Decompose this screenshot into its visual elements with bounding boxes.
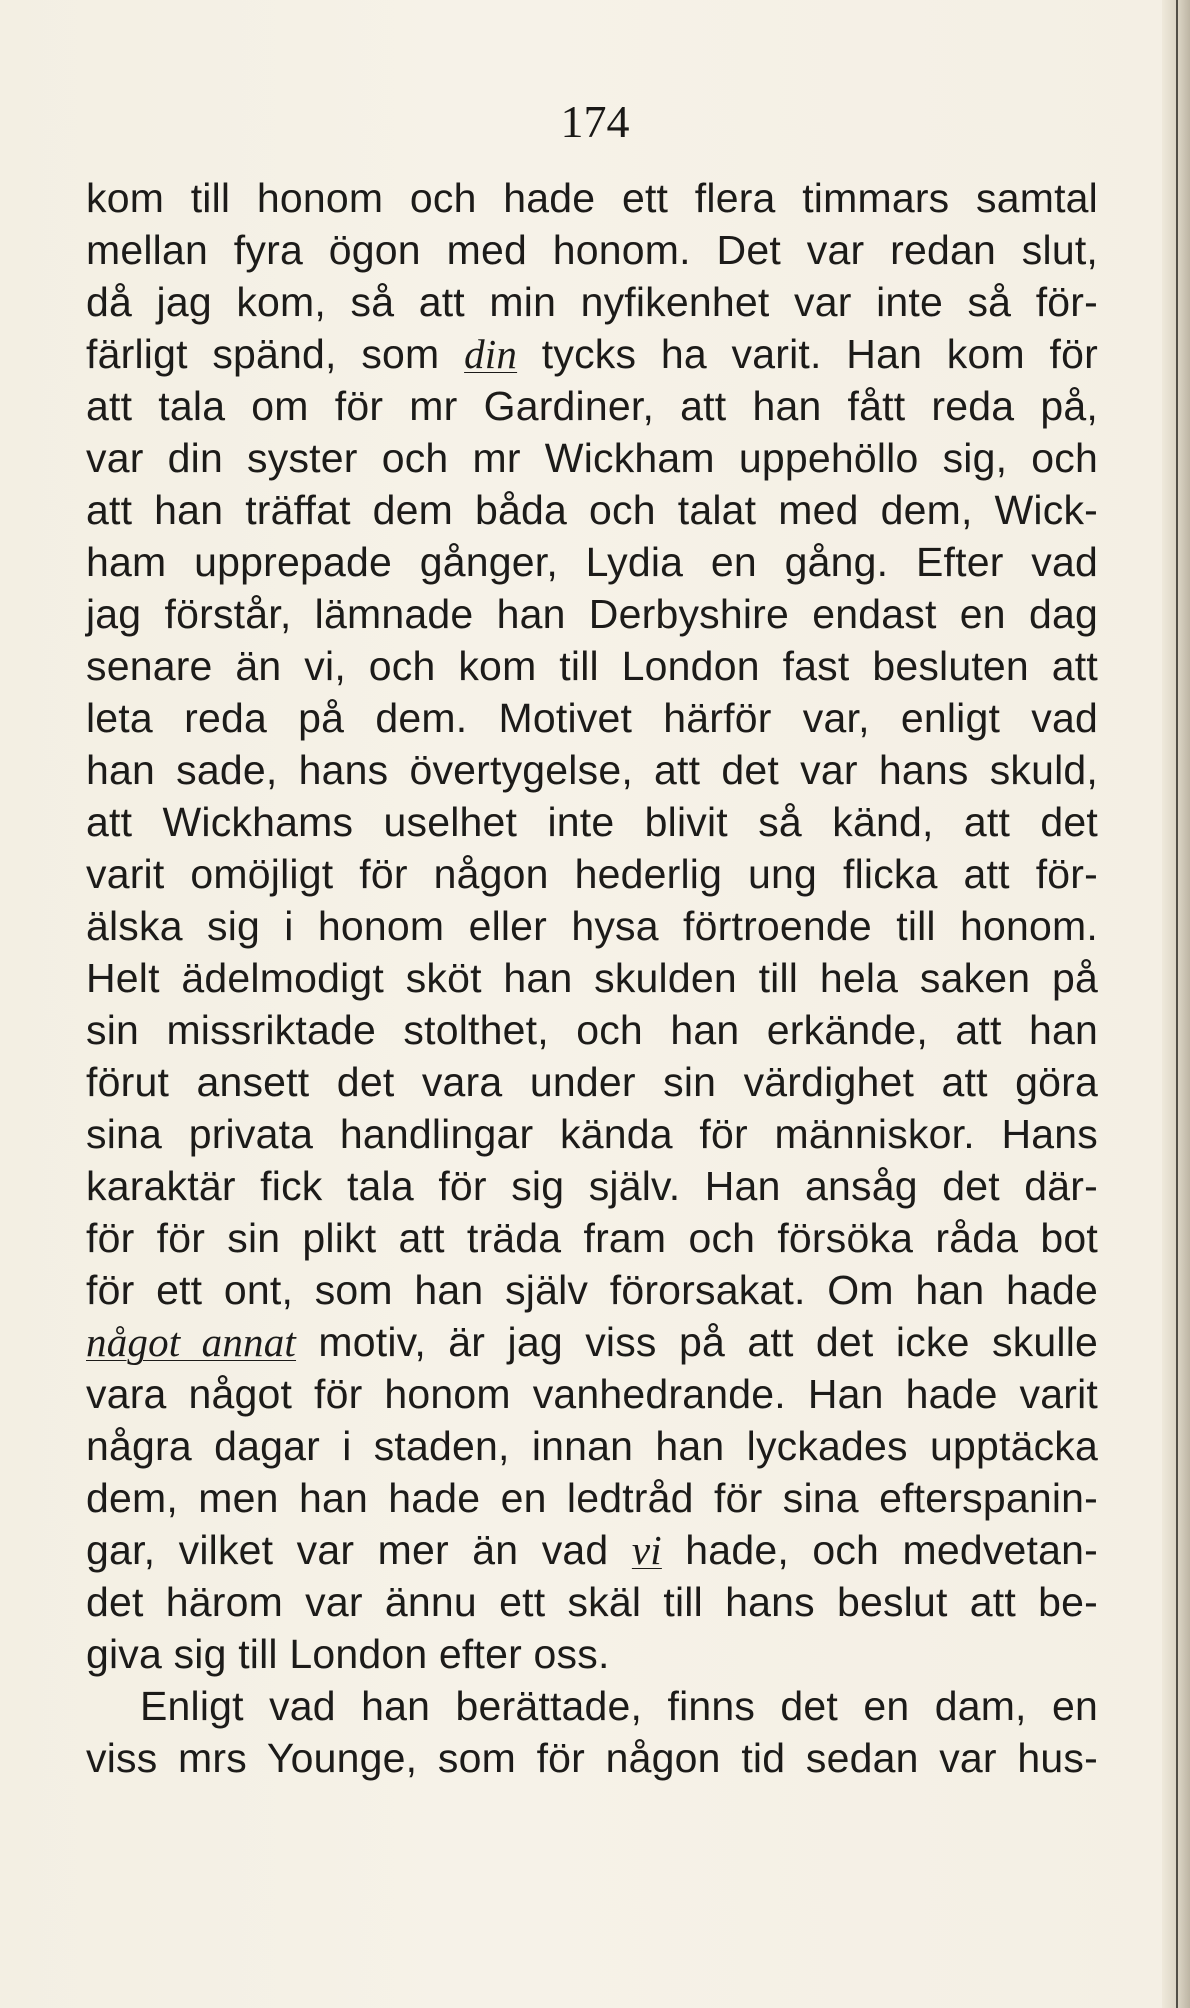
text-line: det härom var ännu ett skäl till hans beslut att be-: [86, 1579, 1098, 1625]
text-line: viss mrs Younge, som för någon tid sedan var hus-: [86, 1735, 1098, 1781]
text-line: jag förstår, lämnade han Derbyshire endast en dag: [86, 591, 1098, 637]
text-line: leta reda på dem. Motivet härför var, enligt vad: [86, 695, 1098, 741]
text-line: färligt spänd, som din tycks ha varit. Han kom för: [86, 331, 1098, 377]
text-line: vara något för honom vanhedrande. Han hade varit: [86, 1371, 1098, 1417]
text-line: att Wickhams uselhet inte blivit så känd, att det: [86, 799, 1098, 845]
text-line: älska sig i honom eller hysa förtroende till honom.: [86, 903, 1098, 949]
text-line: då jag kom, så att min nyfikenhet var inte så för-: [86, 279, 1098, 325]
text-line: för för sin plikt att träda fram och försöka råda bot: [86, 1215, 1098, 1261]
text-line: dem, men han hade en ledtråd för sina efterspanin-: [86, 1475, 1098, 1521]
italic-word: vi: [631, 1527, 662, 1573]
text-line: varit omöjligt för någon hederlig ung flicka att för-: [86, 851, 1098, 897]
text-line: var din syster och mr Wickham uppehöllo sig, och: [86, 435, 1098, 481]
text-line: några dagar i staden, innan han lyckades upptäcka: [86, 1423, 1098, 1469]
text-line: mellan fyra ögon med honom. Det var redan slut,: [86, 227, 1098, 273]
body-text: [86, 172, 1098, 1784]
text-line: gar, vilket var mer än vad vi hade, och medvetan-: [86, 1527, 1098, 1573]
text-line: kom till honom och hade ett flera timmars samtal: [86, 175, 1098, 221]
text-line: att han träffat dem båda och talat med dem, Wick-: [86, 487, 1098, 533]
text-line: förut ansett det vara under sin värdighet att göra: [86, 1059, 1098, 1105]
text-line: sin missriktade stolthet, och han erkände, att han: [86, 1007, 1098, 1053]
text-line: ham upprepade gånger, Lydia en gång. Efter vad: [86, 539, 1098, 585]
text-line: han sade, hans övertygelse, att det var hans skuld,: [86, 747, 1098, 793]
text-line: karaktär fick tala för sig själv. Han ansåg det där-: [86, 1163, 1098, 1209]
text-line: Helt ädelmodigt sköt han skulden till hela saken på: [86, 955, 1098, 1001]
italic-word: din: [464, 331, 518, 377]
text-line: att tala om för mr Gardiner, att han fått reda på,: [86, 383, 1098, 429]
paragraph-end-line: giva sig till London efter oss.: [86, 1631, 610, 1677]
text-line: sina privata handlingar kända för människor. Hans: [86, 1111, 1098, 1157]
text-line: för ett ont, som han själv förorsakat. Om han hade: [86, 1267, 1098, 1313]
text-line: senare än vi, och kom till London fast besluten att: [86, 643, 1098, 689]
page-number: 174: [560, 96, 630, 147]
text-line: något annat motiv, är jag viss på att det icke skulle: [86, 1319, 1099, 1365]
italic-phrase: något annat: [86, 1319, 297, 1365]
paragraph-start-line: Enligt vad han berättade, finns det en dam, en: [140, 1683, 1098, 1729]
page-edge-line: [1176, 0, 1178, 2008]
